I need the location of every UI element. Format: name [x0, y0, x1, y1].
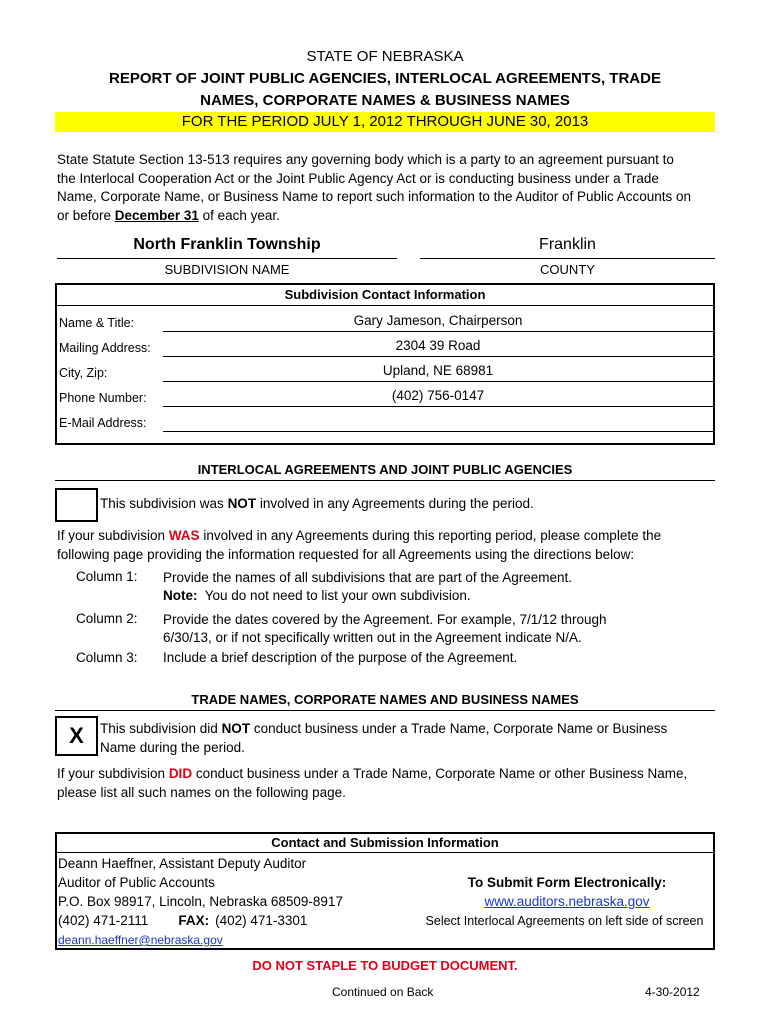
subdivision-name-label: SUBDIVISION NAME [164, 262, 290, 277]
instruction-line: please list all such names on the following page. [57, 784, 346, 800]
divider [57, 852, 713, 853]
auditors-website-link[interactable]: www.auditors.nebraska.gov [484, 894, 650, 909]
divider [55, 480, 715, 481]
mailing-address-label: Mailing Address: [59, 341, 151, 355]
column3-text: Include a brief description of the purpose of the Agreement. [163, 650, 518, 665]
report-title-line1: REPORT OF JOINT PUBLIC AGENCIES, INTERLOCAL AGREEMENTS, TRADE [109, 70, 661, 87]
auditor-email-link[interactable]: deann.haeffner@nebraska.gov [58, 933, 223, 947]
trade-names-heading: TRADE NAMES, CORPORATE NAMES AND BUSINESS NAMES [191, 692, 579, 707]
statement-emphasis: NOT [221, 721, 251, 736]
divider [55, 710, 715, 711]
column2-label: Column 2: [76, 611, 138, 626]
instruction-text: involved in any Agreements during this reporting period, please complete the [199, 528, 662, 543]
no-trade-names-checkbox[interactable]: X [55, 716, 98, 756]
city-zip-label: City, Zip: [59, 366, 108, 380]
intro-line: State Statute Section 13-513 requires any governing body which is a party to an agreement pursuant to [57, 152, 674, 167]
website-wrapper [417, 894, 717, 909]
no-agreements-statement [100, 496, 534, 511]
statement-text: This subdivision was [100, 496, 228, 511]
instruction-text: If your subdivision [57, 528, 169, 543]
county-label: COUNTY [540, 262, 595, 277]
divider [57, 305, 713, 306]
phone-number-field[interactable]: (402) 756-0147 [163, 388, 713, 407]
no-agreements-checkbox[interactable] [55, 488, 98, 522]
email-address-label: E-Mail Address: [59, 416, 147, 430]
intro-line [57, 207, 727, 226]
email-address-field[interactable] [163, 413, 713, 432]
statute-intro [57, 151, 727, 225]
submission-heading: Contact and Submission Information [271, 835, 499, 850]
column2-line: 6/30/13, or if not specifically written out in the Agreement indicate N/A. [163, 629, 582, 645]
statement-text: involved in any Agreements during the period. [256, 496, 534, 511]
auditor-office: Auditor of Public Accounts [58, 875, 215, 890]
statement-line [100, 720, 667, 739]
intro-line: the Interlocal Cooperation Act or the Joint Public Agency Act or is conducting business under a Trade [57, 170, 659, 186]
note-label: Note: [163, 587, 198, 603]
instruction-line: following page providing the information requested for all Agreements using the directions below: [57, 546, 635, 562]
reporting-period: FOR THE PERIOD JULY 1, 2012 THROUGH JUNE 30, 2013 [55, 112, 715, 132]
county-name[interactable]: Franklin [420, 236, 715, 259]
interlocal-instructions [57, 527, 727, 564]
column1-label: Column 1: [76, 569, 138, 584]
subdivision-name[interactable]: North Franklin Township [57, 236, 397, 259]
column1-description: Provide the names of all subdivisions that are part of the Agreement. [163, 570, 572, 585]
submission-info-box [55, 832, 715, 950]
trade-names-instructions [57, 765, 727, 802]
auditor-fax: (402) 471-3301 [215, 913, 308, 928]
contact-info-box [55, 283, 715, 445]
intro-line: Name, Corporate Name, or Business Name to report such information to the Auditor of Public Accounts on [57, 189, 692, 204]
instruction-text: If your subdivision [57, 766, 169, 781]
deadline-date: December 31 [114, 207, 199, 223]
continued-on-back: Continued on Back [332, 985, 434, 999]
statement-emphasis: NOT [227, 496, 257, 511]
submit-instruction: Select Interlocal Agreements on left side of screen [425, 914, 704, 928]
column1-text [163, 569, 572, 604]
column3-label: Column 3: [76, 650, 138, 665]
column1-note [163, 587, 572, 605]
intro-text: or before [57, 207, 115, 223]
name-title-label: Name & Title: [59, 316, 135, 330]
name-title-field[interactable]: Gary Jameson, Chairperson [163, 313, 713, 332]
auditor-contact [58, 854, 343, 930]
form-revision-date: 4-30-2012 [645, 985, 700, 999]
state-heading: STATE OF NEBRASKA [306, 48, 464, 65]
auditor-name: Deann Haeffner, Assistant Deputy Auditor [58, 856, 307, 871]
contact-info-heading: Subdivision Contact Information [284, 287, 486, 302]
column2-line: Provide the dates covered by the Agreement. For example, 7/1/12 through [163, 612, 607, 627]
instruction-line [57, 527, 727, 546]
note-text: You do not need to list your own subdivision. [197, 587, 471, 603]
phone-number-label: Phone Number: [59, 391, 147, 405]
instruction-text: conduct business under a Trade Name, Corporate Name or other Business Name, [192, 766, 688, 781]
report-title-line2: NAMES, CORPORATE NAMES & BUSINESS NAMES [200, 92, 570, 109]
was-emphasis: WAS [168, 528, 200, 543]
column2-text [163, 611, 607, 646]
auditor-phone: (402) 471-2111 [58, 913, 149, 928]
submit-electronically-heading: To Submit Form Electronically: [467, 875, 667, 890]
city-zip-field[interactable]: Upland, NE 68981 [163, 363, 713, 382]
instruction-line [57, 765, 727, 784]
statement-line: Name during the period. [100, 739, 245, 755]
staple-warning: DO NOT STAPLE TO BUDGET DOCUMENT. [252, 958, 518, 973]
auditor-address: P.O. Box 98917, Lincoln, Nebraska 68509-8917 [58, 894, 343, 909]
fax-label: FAX: [178, 913, 210, 928]
statement-text: conduct business under a Trade Name, Corporate Name or Business [250, 721, 668, 736]
auditor-phone-fax [58, 911, 343, 930]
no-trade-names-statement [100, 720, 667, 757]
interlocal-heading: INTERLOCAL AGREEMENTS AND JOINT PUBLIC AGENCIES [197, 462, 573, 477]
intro-text: of each year. [198, 207, 280, 223]
statement-text: This subdivision did [100, 721, 222, 736]
mailing-address-field[interactable]: 2304 39 Road [163, 338, 713, 357]
did-emphasis: DID [168, 766, 193, 781]
